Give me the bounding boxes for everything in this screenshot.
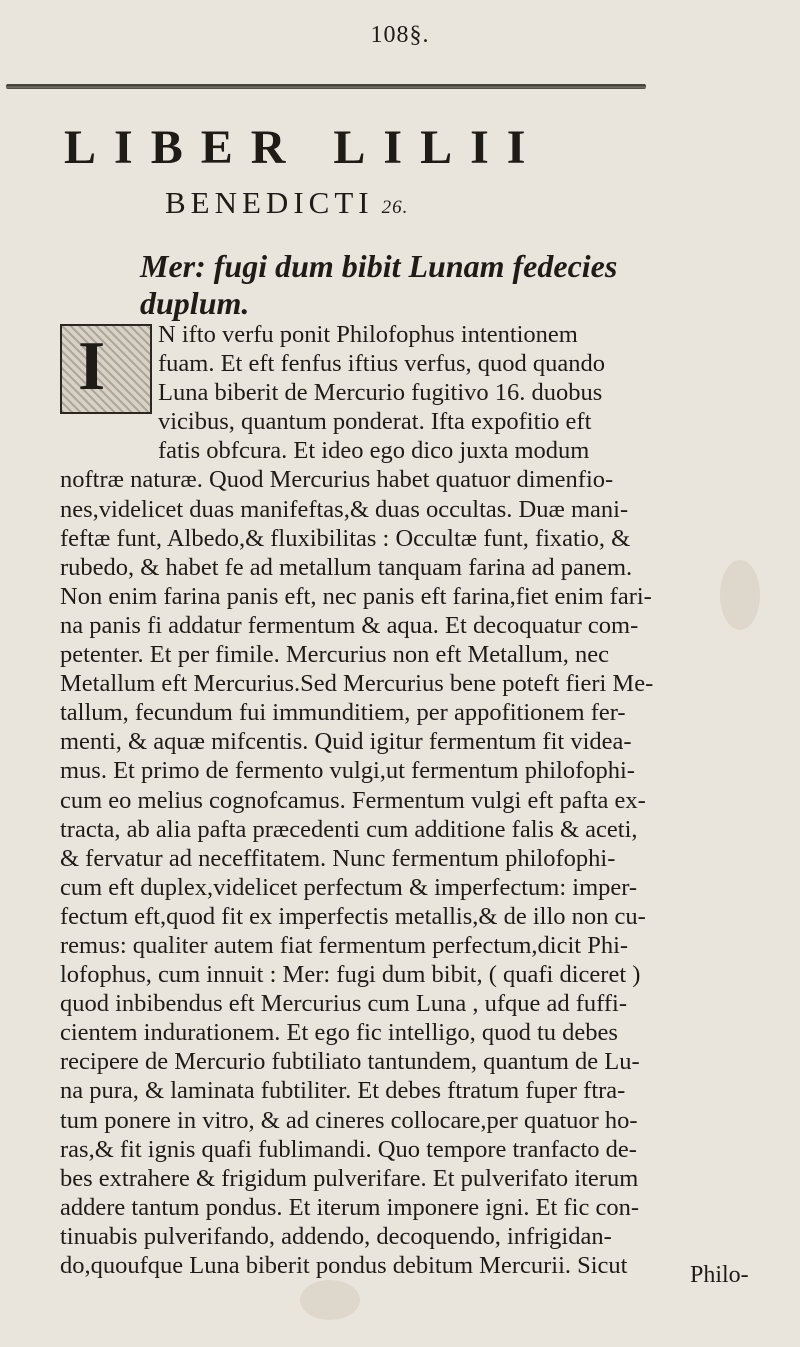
text-line: tallum, fecundum fui immunditiem, per appofitionem fer- <box>60 699 626 727</box>
text-line: fectum eft,quod fit ex imperfectis metallis,& de illo non cu- <box>60 902 646 930</box>
chapter-subtitle-text: BENEDICTI <box>165 185 374 220</box>
text-line: feftæ funt, Albedo,& fluxibilitas : Occultæ funt, fixatio, & <box>60 524 631 552</box>
text-line: tracta, ab alia pafta præcedenti cum additione falis & aceti, <box>60 815 638 843</box>
motto: Mer: fugi dum bibit Lunam fedecies duplum. <box>140 248 618 321</box>
text-line: ras,& fit ignis quafi fublimandi. Quo tempore tranfacto de- <box>60 1135 637 1163</box>
chapter-title: LIBER LILII <box>64 121 544 174</box>
text-line: tinuabis pulverifando, addendo, decoquendo, infrigidan- <box>60 1222 612 1250</box>
text-line: nes,videlicet duas manifeftas,& duas occultas. Duæ mani- <box>60 495 629 523</box>
chapter-number: 26. <box>381 197 409 218</box>
text-line: na pura, & laminata fubtiliter. Et debes ftratum fuper ftra- <box>60 1077 626 1105</box>
text-line: tum ponere in vitro, & ad cineres collocare,per quatuor ho- <box>60 1106 638 1134</box>
text-line: vicibus, quantum ponderat. Ifta expofitio eft <box>158 408 592 436</box>
text-line: fuam. Et eft fenfus iftius verfus, quod quando <box>158 350 606 378</box>
text-line: noftræ naturæ. Quod Mercurius habet quatuor dimenfio- <box>60 466 614 494</box>
text-line: petenter. Et per fimile. Mercurius non eft Metallum, nec <box>60 641 610 669</box>
header-rule <box>6 84 646 89</box>
text-line: quod inbibendus eft Mercurius cum Luna , ufque ad fuffi- <box>60 990 627 1018</box>
text-line: Metallum eft Mercurius.Sed Mercurius bene poteft fieri Me- <box>60 670 654 698</box>
body-text <box>60 320 760 1280</box>
text-line: fatis obfcura. Et ideo ego dico juxta modum <box>158 437 590 465</box>
text-line: cientem indurationem. Et ego fic intelligo, quod tu debes <box>60 1019 618 1047</box>
text-line: na panis fi addatur fermentum & aqua. Et decoquatur com- <box>60 611 639 639</box>
text-line: cum eo melius cognofcamus. Fermentum vulgi eft pafta ex- <box>60 786 646 814</box>
text-line: bes extrahere & frigidum pulverifare. Et pulverifato iterum <box>60 1164 639 1192</box>
text-line: do,quoufque Luna biberit pondus debitum Mercurii. Sicut <box>60 1252 628 1279</box>
text-line: menti, & aquæ mifcentis. Quid igitur fermentum fit videa- <box>60 728 632 756</box>
text-line: Luna biberit de Mercurio fugitivo 16. duobus <box>158 379 603 407</box>
catchword: Philo- <box>690 1262 749 1288</box>
text-line: remus: qualiter autem fiat fermentum perfectum,dicit Phi- <box>60 931 629 959</box>
text-line: lofophus, cum innuit : Mer: fugi dum bibit, ( quafi diceret ) <box>60 961 641 989</box>
text-line: rubedo, & habet fe ad metallum tanquam farina ad panem. <box>60 553 633 581</box>
text-line: & fervatur ad neceffitatem. Nunc fermentum philofophi- <box>60 844 616 872</box>
text-line: addere tantum pondus. Et iterum imponere igni. Et fic con- <box>60 1193 639 1221</box>
text-line: mus. Et primo de fermento vulgi,ut fermentum philofophi- <box>60 757 635 785</box>
text-line: cum eft duplex,videlicet perfectum & imperfectum: imper- <box>60 873 638 901</box>
text-line: Non enim farina panis eft, nec panis eft farina,fiet enim fari- <box>60 582 652 610</box>
page-number: 108§. <box>370 22 430 48</box>
chapter-subtitle <box>165 185 565 221</box>
text-line: N ifto verfu ponit Philofophus intentionem <box>158 321 578 348</box>
initial-letter: I <box>78 328 106 405</box>
text-line: recipere de Mercurio fubtiliato tantundem, quantum de Lu- <box>60 1048 640 1076</box>
paper-stain <box>300 1280 360 1320</box>
